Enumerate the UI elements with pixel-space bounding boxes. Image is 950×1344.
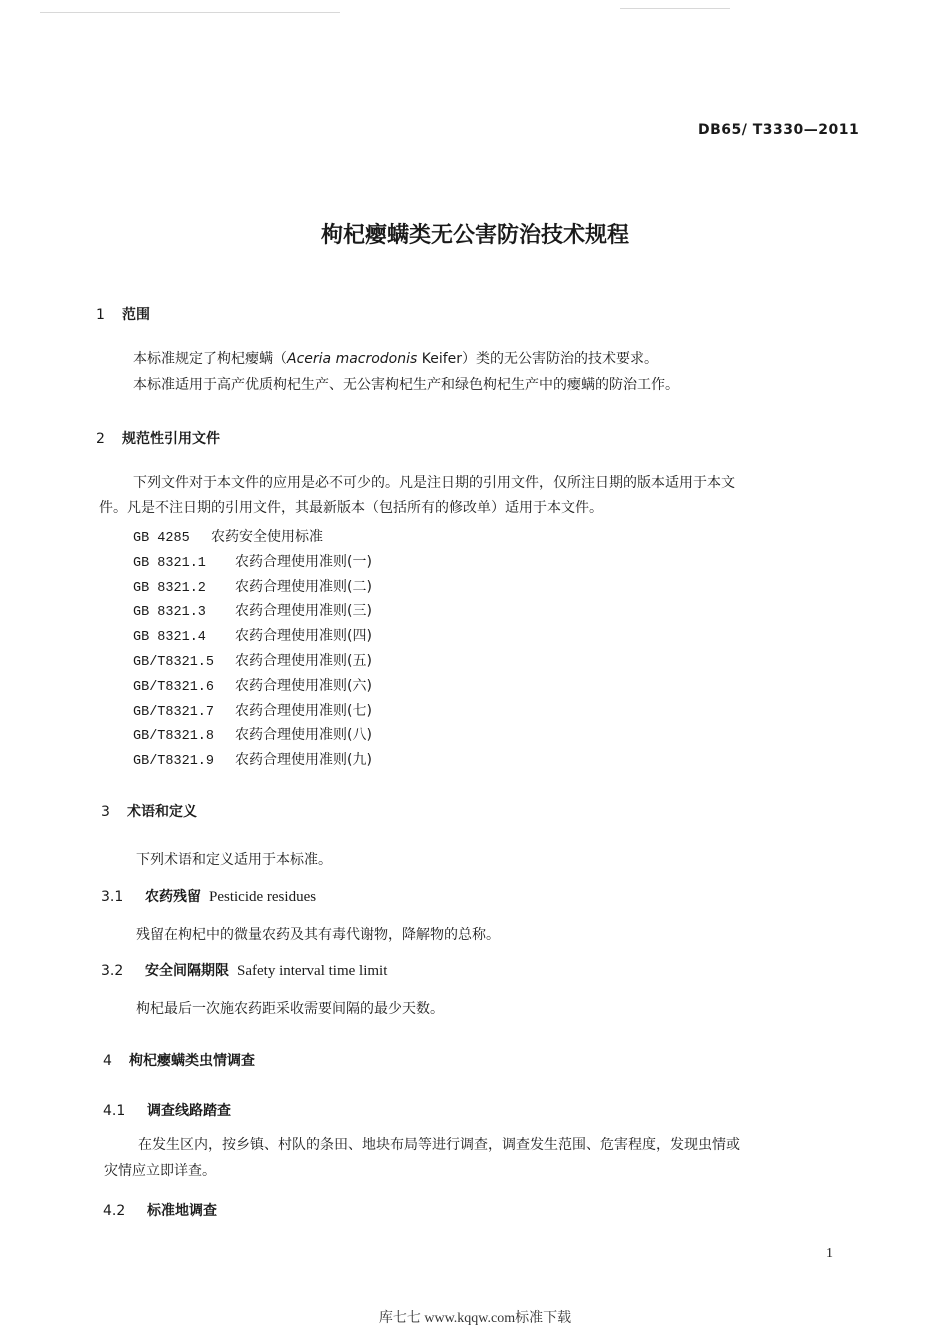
section-number: 3	[101, 804, 110, 820]
section-3-intro: 下列术语和定义适用于本标准。	[136, 852, 332, 868]
section-label: 枸杞瘿螨类虫情调查	[129, 1053, 255, 1069]
subsection-number: 4.1	[103, 1103, 126, 1119]
subsection-4-1-heading	[103, 1100, 231, 1120]
reference-item	[133, 625, 372, 645]
subsection-number: 4.2	[103, 1203, 126, 1219]
document-number: DB65/ T3330—2011	[698, 122, 860, 138]
section-1-heading	[96, 304, 150, 324]
reference-title: 农药合理使用准则(八)	[235, 727, 372, 744]
reference-item	[133, 576, 372, 596]
reference-code: GB/T8321.6	[133, 679, 215, 695]
section-number: 1	[96, 307, 105, 323]
term-number: 3.2	[101, 963, 124, 979]
reference-title: 农药合理使用准则(三)	[235, 603, 372, 620]
reference-code: GB/T8321.8	[133, 729, 215, 745]
subsection-4-1-line-1: 在发生区内，按乡镇、村队的条田、地块布局等进行调查，调查发生范围、危害程度，发现虫情或	[138, 1137, 740, 1153]
text: Keifer）类的无公害防治的技术要求。	[417, 351, 659, 367]
reference-title: 农药合理使用准则(一)	[235, 553, 372, 570]
reference-item	[133, 675, 372, 695]
reference-title: 农药合理使用准则(二)	[235, 578, 372, 595]
section-1-paragraph-2: 本标准适用于高产优质枸杞生产、无公害枸杞生产和绿色枸杞生产中的瘿螨的防治工作。	[133, 377, 679, 393]
subsection-4-1-line-2: 灾情应立即详查。	[104, 1163, 216, 1179]
term-3-2-definition: 枸杞最后一次施农药距采收需要间隔的最少天数。	[136, 1001, 444, 1017]
reference-title: 农药安全使用标准	[211, 529, 323, 545]
section-4-heading	[103, 1050, 255, 1070]
reference-item	[133, 600, 372, 620]
reference-code: GB 4285	[133, 531, 190, 546]
scientific-name: Aceria macrodonis	[287, 351, 418, 367]
term-3-2-heading	[101, 960, 387, 980]
section-2-paragraph-line-2: 件。凡是不注日期的引用文件，其最新版本（包括所有的修改单）适用于本文件。	[99, 500, 603, 516]
subsection-label: 调查线路踏查	[147, 1103, 231, 1119]
reference-item	[133, 749, 372, 769]
section-label: 规范性引用文件	[122, 431, 220, 447]
term-number: 3.1	[101, 889, 124, 905]
section-2-heading	[96, 428, 220, 448]
reference-item	[133, 724, 372, 744]
term-3-1-heading	[101, 886, 316, 906]
reference-title: 农药合理使用准则(六)	[235, 677, 372, 694]
reference-title: 农药合理使用准则(九)	[235, 752, 372, 769]
section-2-paragraph-line-1: 下列文件对于本文件的应用是必不可少的。凡是注日期的引用文件，仅所注日期的版本适用于本文	[133, 475, 735, 491]
reference-item	[133, 551, 372, 571]
term-label: 农药残留	[145, 889, 201, 905]
reference-title: 农药合理使用准则(五)	[235, 653, 372, 669]
reference-code: GB/T8321.9	[133, 754, 215, 770]
section-label: 术语和定义	[127, 804, 197, 820]
reference-code: GB 8321.1	[133, 555, 206, 571]
section-number: 2	[96, 431, 105, 447]
reference-title: 农药合理使用准则(七)	[235, 702, 372, 719]
reference-code: GB/T8321.5	[133, 655, 215, 670]
reference-code: GB 8321.2	[133, 580, 206, 596]
reference-item	[133, 650, 372, 670]
section-1-paragraph-1	[133, 348, 658, 368]
text: 本标准规定了枸杞瘿螨（	[133, 351, 287, 367]
scan-artifact	[620, 8, 730, 9]
reference-title: 农药合理使用准则(四)	[235, 628, 372, 645]
subsection-label: 标准地调查	[147, 1203, 217, 1219]
reference-item	[133, 700, 372, 720]
term-english: Safety interval time limit	[237, 963, 388, 979]
section-3-heading	[101, 801, 197, 821]
term-label: 安全间隔期限	[145, 963, 229, 979]
section-label: 范围	[122, 307, 150, 323]
term-english: Pesticide residues	[209, 889, 317, 905]
reference-code: GB 8321.4	[133, 630, 206, 646]
reference-code: GB/T8321.7	[133, 704, 215, 720]
section-number: 4	[103, 1053, 112, 1069]
subsection-4-2-heading	[103, 1200, 217, 1220]
footer-watermark: 库七七 www.kqqw.com标准下载	[378, 1311, 572, 1326]
scan-artifact	[40, 12, 340, 13]
reference-item	[133, 526, 323, 546]
term-3-1-definition: 残留在枸杞中的微量农药及其有毒代谢物，降解物的总称。	[136, 927, 500, 943]
document-title: 枸杞瘿螨类无公害防治技术规程	[320, 223, 629, 248]
page-number: 1	[826, 1246, 833, 1261]
reference-code: GB 8321.3	[133, 605, 206, 621]
